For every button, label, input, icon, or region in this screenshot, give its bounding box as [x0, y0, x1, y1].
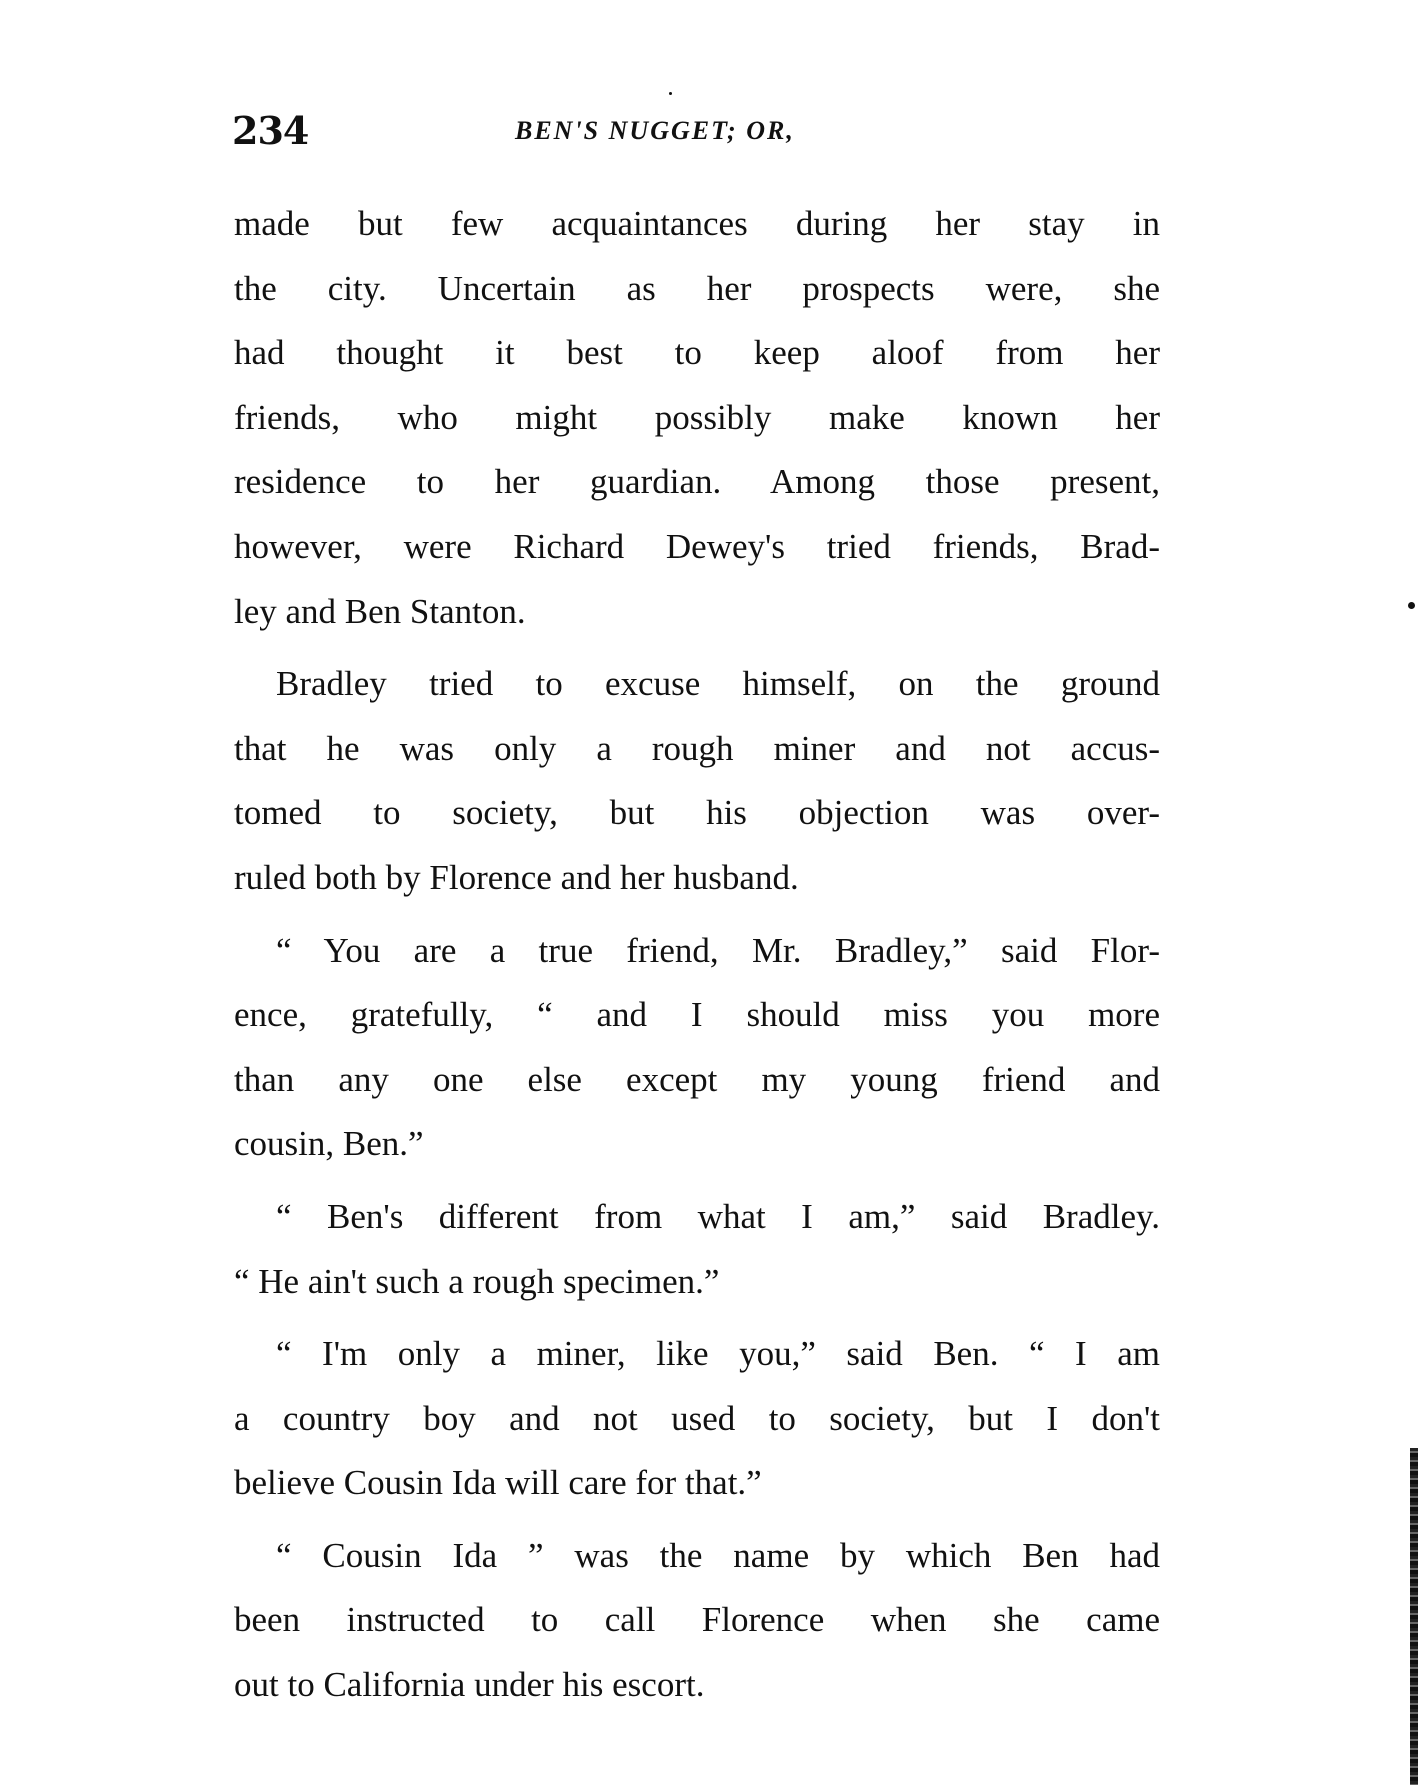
scan-speck [669, 92, 672, 95]
text-line: out to California under his escort. [234, 1665, 705, 1705]
text-line: that he was only a rough miner and not accus- [234, 728, 1160, 768]
text-line: ence, gratefully, “ and I should miss you more [234, 995, 1160, 1035]
text-line: had thought it best to keep aloof from her [234, 333, 1160, 373]
text-line: Bradley tried to excuse himself, on the ground [276, 664, 1160, 704]
text-line: “ Ben's different from what I am,” said Bradley. [276, 1196, 1160, 1236]
paragraph-6 [234, 1524, 1160, 1718]
page-header [232, 108, 1162, 154]
text-line: residence to her guardian. Among those present, [234, 462, 1160, 502]
text-line: “ I'm only a miner, like you,” said Ben. “ I am [276, 1334, 1160, 1374]
text-line: believe Cousin Ida will care for that.” [234, 1463, 762, 1503]
text-line: the city. Uncertain as her prospects were, she [234, 268, 1160, 308]
scan-speck [1408, 602, 1415, 609]
page-number: 234 [232, 108, 309, 153]
text-line: however, were Richard Dewey's tried friends, Brad- [234, 526, 1160, 566]
text-line: been instructed to call Florence when she came [234, 1600, 1160, 1640]
body-text [234, 192, 1160, 1726]
paragraph-1 [234, 192, 1160, 644]
text-line: “ He ain't such a rough specimen.” [234, 1261, 720, 1301]
text-line: friends, who might possibly make known her [234, 397, 1160, 437]
text-line: ley and Ben Stanton. [234, 591, 526, 631]
text-line: tomed to society, but his objection was over- [234, 793, 1160, 833]
text-line: made but few acquaintances during her stay in [234, 204, 1160, 243]
paragraph-5 [234, 1322, 1160, 1516]
paragraph-3 [234, 919, 1160, 1177]
text-line: a country boy and not used to society, but I don't [234, 1398, 1160, 1438]
text-line: than any one else except my young friend and [234, 1059, 1160, 1099]
text-line: ruled both by Florence and her husband. [234, 857, 799, 897]
text-line: cousin, Ben.” [234, 1124, 424, 1164]
paragraph-2 [234, 652, 1160, 910]
text-line: “ Cousin Ida ” was the name by which Ben had [276, 1535, 1160, 1575]
running-head: BEN'S NUGGET; OR, [515, 116, 795, 145]
scan-edge-artifact [1410, 1448, 1418, 1785]
paragraph-4 [234, 1185, 1160, 1314]
text-line: “ You are a true friend, Mr. Bradley,” said Flor- [276, 930, 1160, 970]
